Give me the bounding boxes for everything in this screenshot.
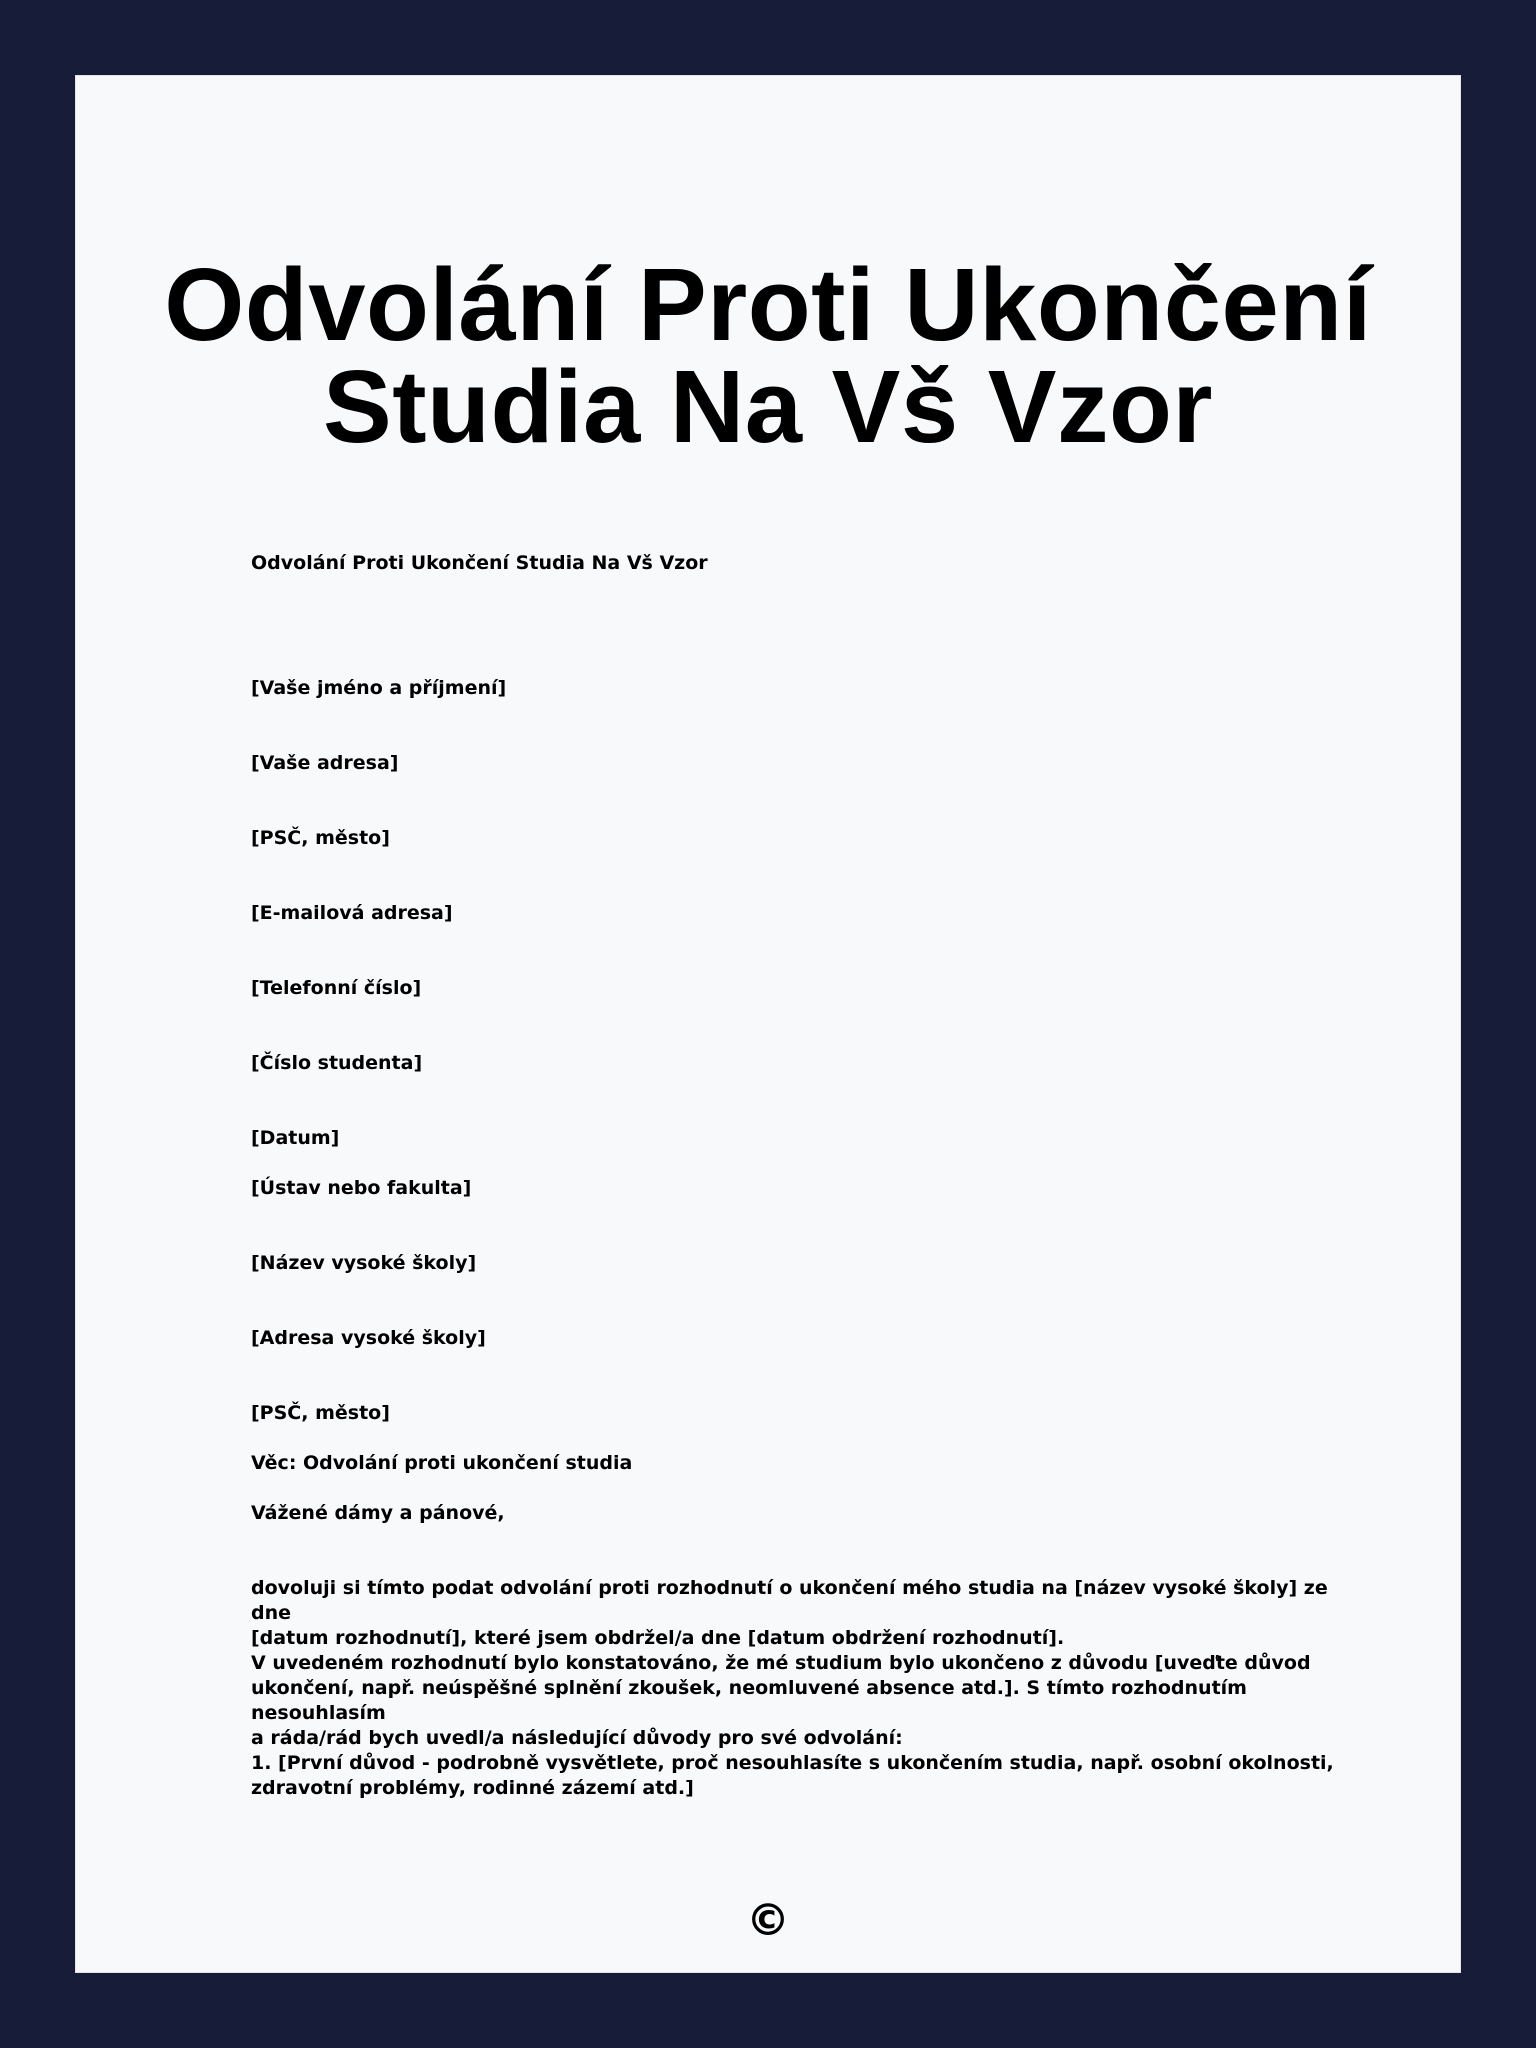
- copyright-icon: ©: [746, 1895, 790, 1946]
- recipient-school-name: [Název vysoké školy]: [251, 1252, 477, 1274]
- letter-paragraph: 1. [První důvod - podrobně vysvětlete, proč nesouhlasíte s ukončením studia, např. osobní okolnosti, zdravotní problémy, rodinné zázemí atd.]: [251, 1752, 1334, 1799]
- sender-zip-city: [PSČ, město]: [251, 827, 390, 849]
- document-title: Odvolání Proti Ukončení Studia Na Vš Vzor: [164, 247, 1372, 464]
- recipient-faculty: [Ústav nebo fakulta]: [251, 1177, 472, 1199]
- letter-subject: Věc: Odvolání proti ukončení studia: [251, 1452, 633, 1474]
- sender-address: [Vaše adresa]: [251, 752, 399, 774]
- document-subtitle: Odvolání Proti Ukončení Studia Na Vš Vzor: [251, 552, 708, 574]
- recipient-zip-city: [PSČ, město]: [251, 1402, 390, 1424]
- sender-phone: [Telefonní číslo]: [251, 977, 422, 999]
- sender-email: [E-mailová adresa]: [251, 902, 453, 924]
- letter-paragraph: dovoluji si tímto podat odvolání proti rozhodnutí o ukončení mého studia na [název vysoké školy] ze dne [datum rozhodnutí], které jsem obdržel/a dne [datum obdržení rozhodnutí].: [251, 1577, 1328, 1649]
- recipient-school-address: [Adresa vysoké školy]: [251, 1327, 486, 1349]
- sender-student-number: [Číslo studenta]: [251, 1052, 423, 1074]
- letter-date: [Datum]: [251, 1127, 340, 1149]
- sender-name: [Vaše jméno a příjmení]: [251, 677, 507, 699]
- letter-paragraph: V uvedeném rozhodnutí bylo konstatováno, že mé studium bylo ukončeno z důvodu [uveďte důvod ukončení, např. neúspěšné splnění zkoušek, neomluvené absence atd.]. S tímto rozhodnutím nesouhlasím a ráda/rád bych uvedl/a následující důvody pro své odvolání:: [251, 1652, 1311, 1749]
- letter-salutation: Vážené dámy a pánové,: [251, 1502, 505, 1524]
- document-page: [75, 75, 1461, 1973]
